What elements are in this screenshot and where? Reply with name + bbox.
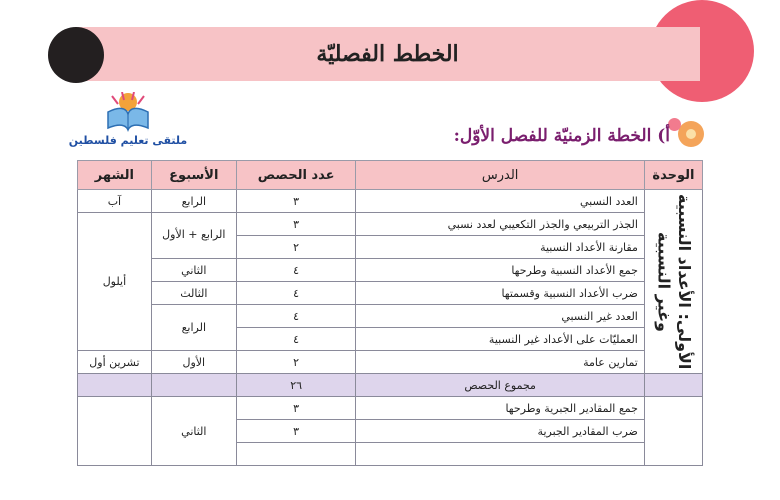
total-value: ٢٦: [236, 374, 356, 397]
bullet-inner-dot: [686, 129, 696, 139]
lesson-cell: العمليّات على الأعداد غير النسبية: [356, 328, 644, 351]
lesson-cell: جمع المقادير الجبرية وطرحها: [356, 397, 644, 420]
total-label: مجموع الحصص: [356, 374, 644, 397]
lesson-cell: ضرب المقادير الجبرية: [356, 420, 644, 443]
lesson-cell: مقارنة الأعداد النسبية: [356, 236, 644, 259]
section-heading: أ) الخطة الزمنيّة للفصل الأوّل:: [453, 126, 670, 146]
periods-cell: ٤: [236, 305, 356, 328]
week-cell: الأول: [151, 351, 236, 374]
logo-text: ملتقى تعليم فلسطين: [68, 134, 188, 147]
unit-cell: [644, 190, 702, 374]
total-empty-cell: [151, 374, 236, 397]
table-row: [78, 213, 703, 236]
total-empty-cell: [644, 374, 702, 397]
week-cell: الثالث: [151, 282, 236, 305]
table-row: [78, 305, 703, 328]
lesson-cell: العدد غير النسبي: [356, 305, 644, 328]
lesson-cell: [356, 443, 644, 466]
header-month: الشهر: [78, 161, 152, 190]
header-lesson: الدرس: [356, 161, 644, 190]
table-row: [78, 397, 703, 420]
week-cell: [151, 213, 236, 259]
lesson-cell: العدد النسبي: [356, 190, 644, 213]
periods-cell: ٣: [236, 420, 356, 443]
table-row: [78, 190, 703, 213]
header-week: الأسبوع: [151, 161, 236, 190]
total-empty-cell: [78, 374, 152, 397]
week-label: الرابع + الأول: [162, 228, 226, 242]
periods-cell: ٣: [236, 397, 356, 420]
table-row: [78, 351, 703, 374]
total-row: [78, 374, 703, 397]
week-cell: الرابع: [151, 190, 236, 213]
unit-name: الأولى: الأعداد النسبية وغير النسبية: [654, 193, 695, 370]
page-title: الخطط الفصليّة: [316, 41, 459, 67]
periods-cell: ٢: [236, 236, 356, 259]
lesson-cell: ضرب الأعداد النسبية وقسمتها: [356, 282, 644, 305]
header-unit: الوحدة: [644, 161, 702, 190]
week-cell: الثاني: [151, 397, 236, 466]
table-row: [78, 282, 703, 305]
month-cell: أيلول: [78, 213, 152, 351]
periods-cell: ٢: [236, 351, 356, 374]
unit-cell: [644, 397, 702, 466]
periods-cell: ٤: [236, 259, 356, 282]
month-cell: تشرين أول: [78, 351, 152, 374]
table-header-row: [78, 161, 703, 190]
periods-cell: ٣: [236, 213, 356, 236]
lesson-cell: الجذر التربيعي والجذر التكعيبي لعدد نسبي: [356, 213, 644, 236]
table-row: [78, 259, 703, 282]
periods-cell: ٣: [236, 190, 356, 213]
week-cell: الرابع: [151, 305, 236, 351]
periods-cell: ٤: [236, 328, 356, 351]
lesson-cell: جمع الأعداد النسبية وطرحها: [356, 259, 644, 282]
periods-cell: [236, 443, 356, 466]
lesson-cell: تمارين عامة: [356, 351, 644, 374]
header-periods: عدد الحصص: [236, 161, 356, 190]
periods-cell: ٤: [236, 282, 356, 305]
month-cell: آب: [78, 190, 152, 213]
plan-table: [77, 160, 703, 466]
month-cell: [78, 397, 152, 466]
week-cell: الثاني: [151, 259, 236, 282]
